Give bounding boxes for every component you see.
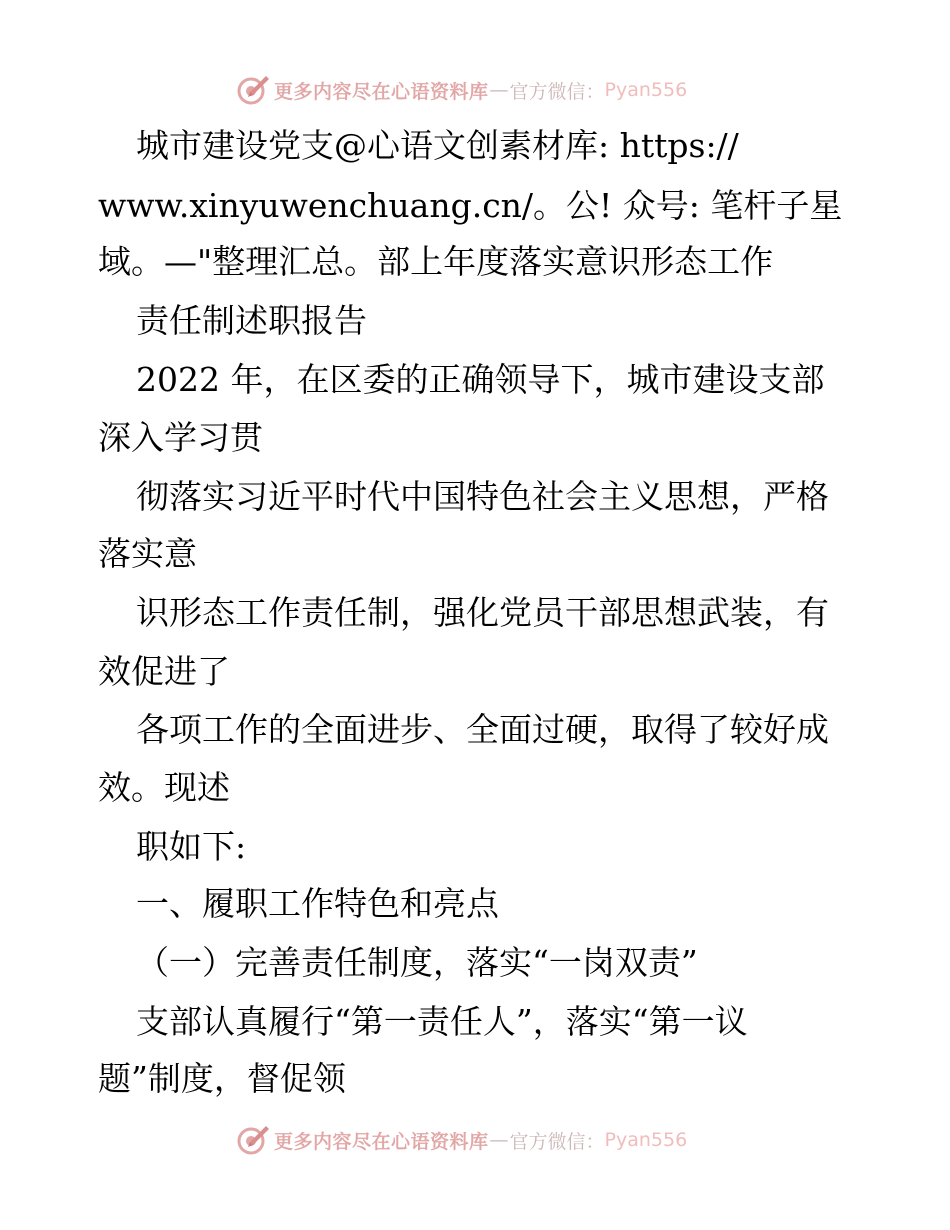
text-line: 效。现述 xyxy=(98,768,230,807)
section-heading: 一、履职工作特色和亮点 xyxy=(136,884,499,923)
text-line: 题”制度，督促领 xyxy=(98,1059,346,1098)
watermark-wechat-id: Pyan556 xyxy=(604,1129,688,1151)
subsection-heading: （一）完善责任制度，落实“一岗双责” xyxy=(136,943,698,982)
text-line: 深入学习贯 xyxy=(98,418,263,457)
text-line: 城市建设党支@心语文创素材库: https:// xyxy=(136,126,739,165)
text-line: 识形态工作责任制，强化党员干部思想武装，有 xyxy=(136,593,829,632)
watermark-main-text: 更多内容尽在心语资料库 xyxy=(274,80,489,103)
footer-watermark xyxy=(236,1122,687,1158)
watermark-separator: — xyxy=(489,1129,509,1151)
watermark-label: 官方微信： xyxy=(509,1130,605,1153)
pen-logo-icon xyxy=(236,1123,270,1157)
text-line: 各项工作的全面进步、全面过硬，取得了较好成 xyxy=(136,710,829,749)
watermark-separator: — xyxy=(489,79,509,101)
text-line: 职如下: xyxy=(136,827,247,866)
text-line: 责任制述职报告 xyxy=(136,301,367,340)
text-line: 效促进了 xyxy=(98,652,230,691)
text-line: www.xinyuwenchuang.cn/。公! 众号: 笔杆子星 xyxy=(98,186,843,225)
text-line: 彻落实习近平时代中国特色社会主义思想，严格 xyxy=(136,477,829,516)
watermark-main-text: 更多内容尽在心语资料库 xyxy=(274,1130,489,1153)
text-line: 2022 年，在区委的正确领导下，城市建设支部 xyxy=(136,360,825,399)
text-line: 支部认真履行“第一责任人”，落实“第一议 xyxy=(136,1002,748,1041)
watermark-wechat-id: Pyan556 xyxy=(604,79,688,101)
text-line: 落实意 xyxy=(98,534,197,573)
text-line: 域。—"整理汇总。部上年度落实意识形态工作 xyxy=(98,242,774,281)
watermark-label: 官方微信： xyxy=(509,80,605,103)
